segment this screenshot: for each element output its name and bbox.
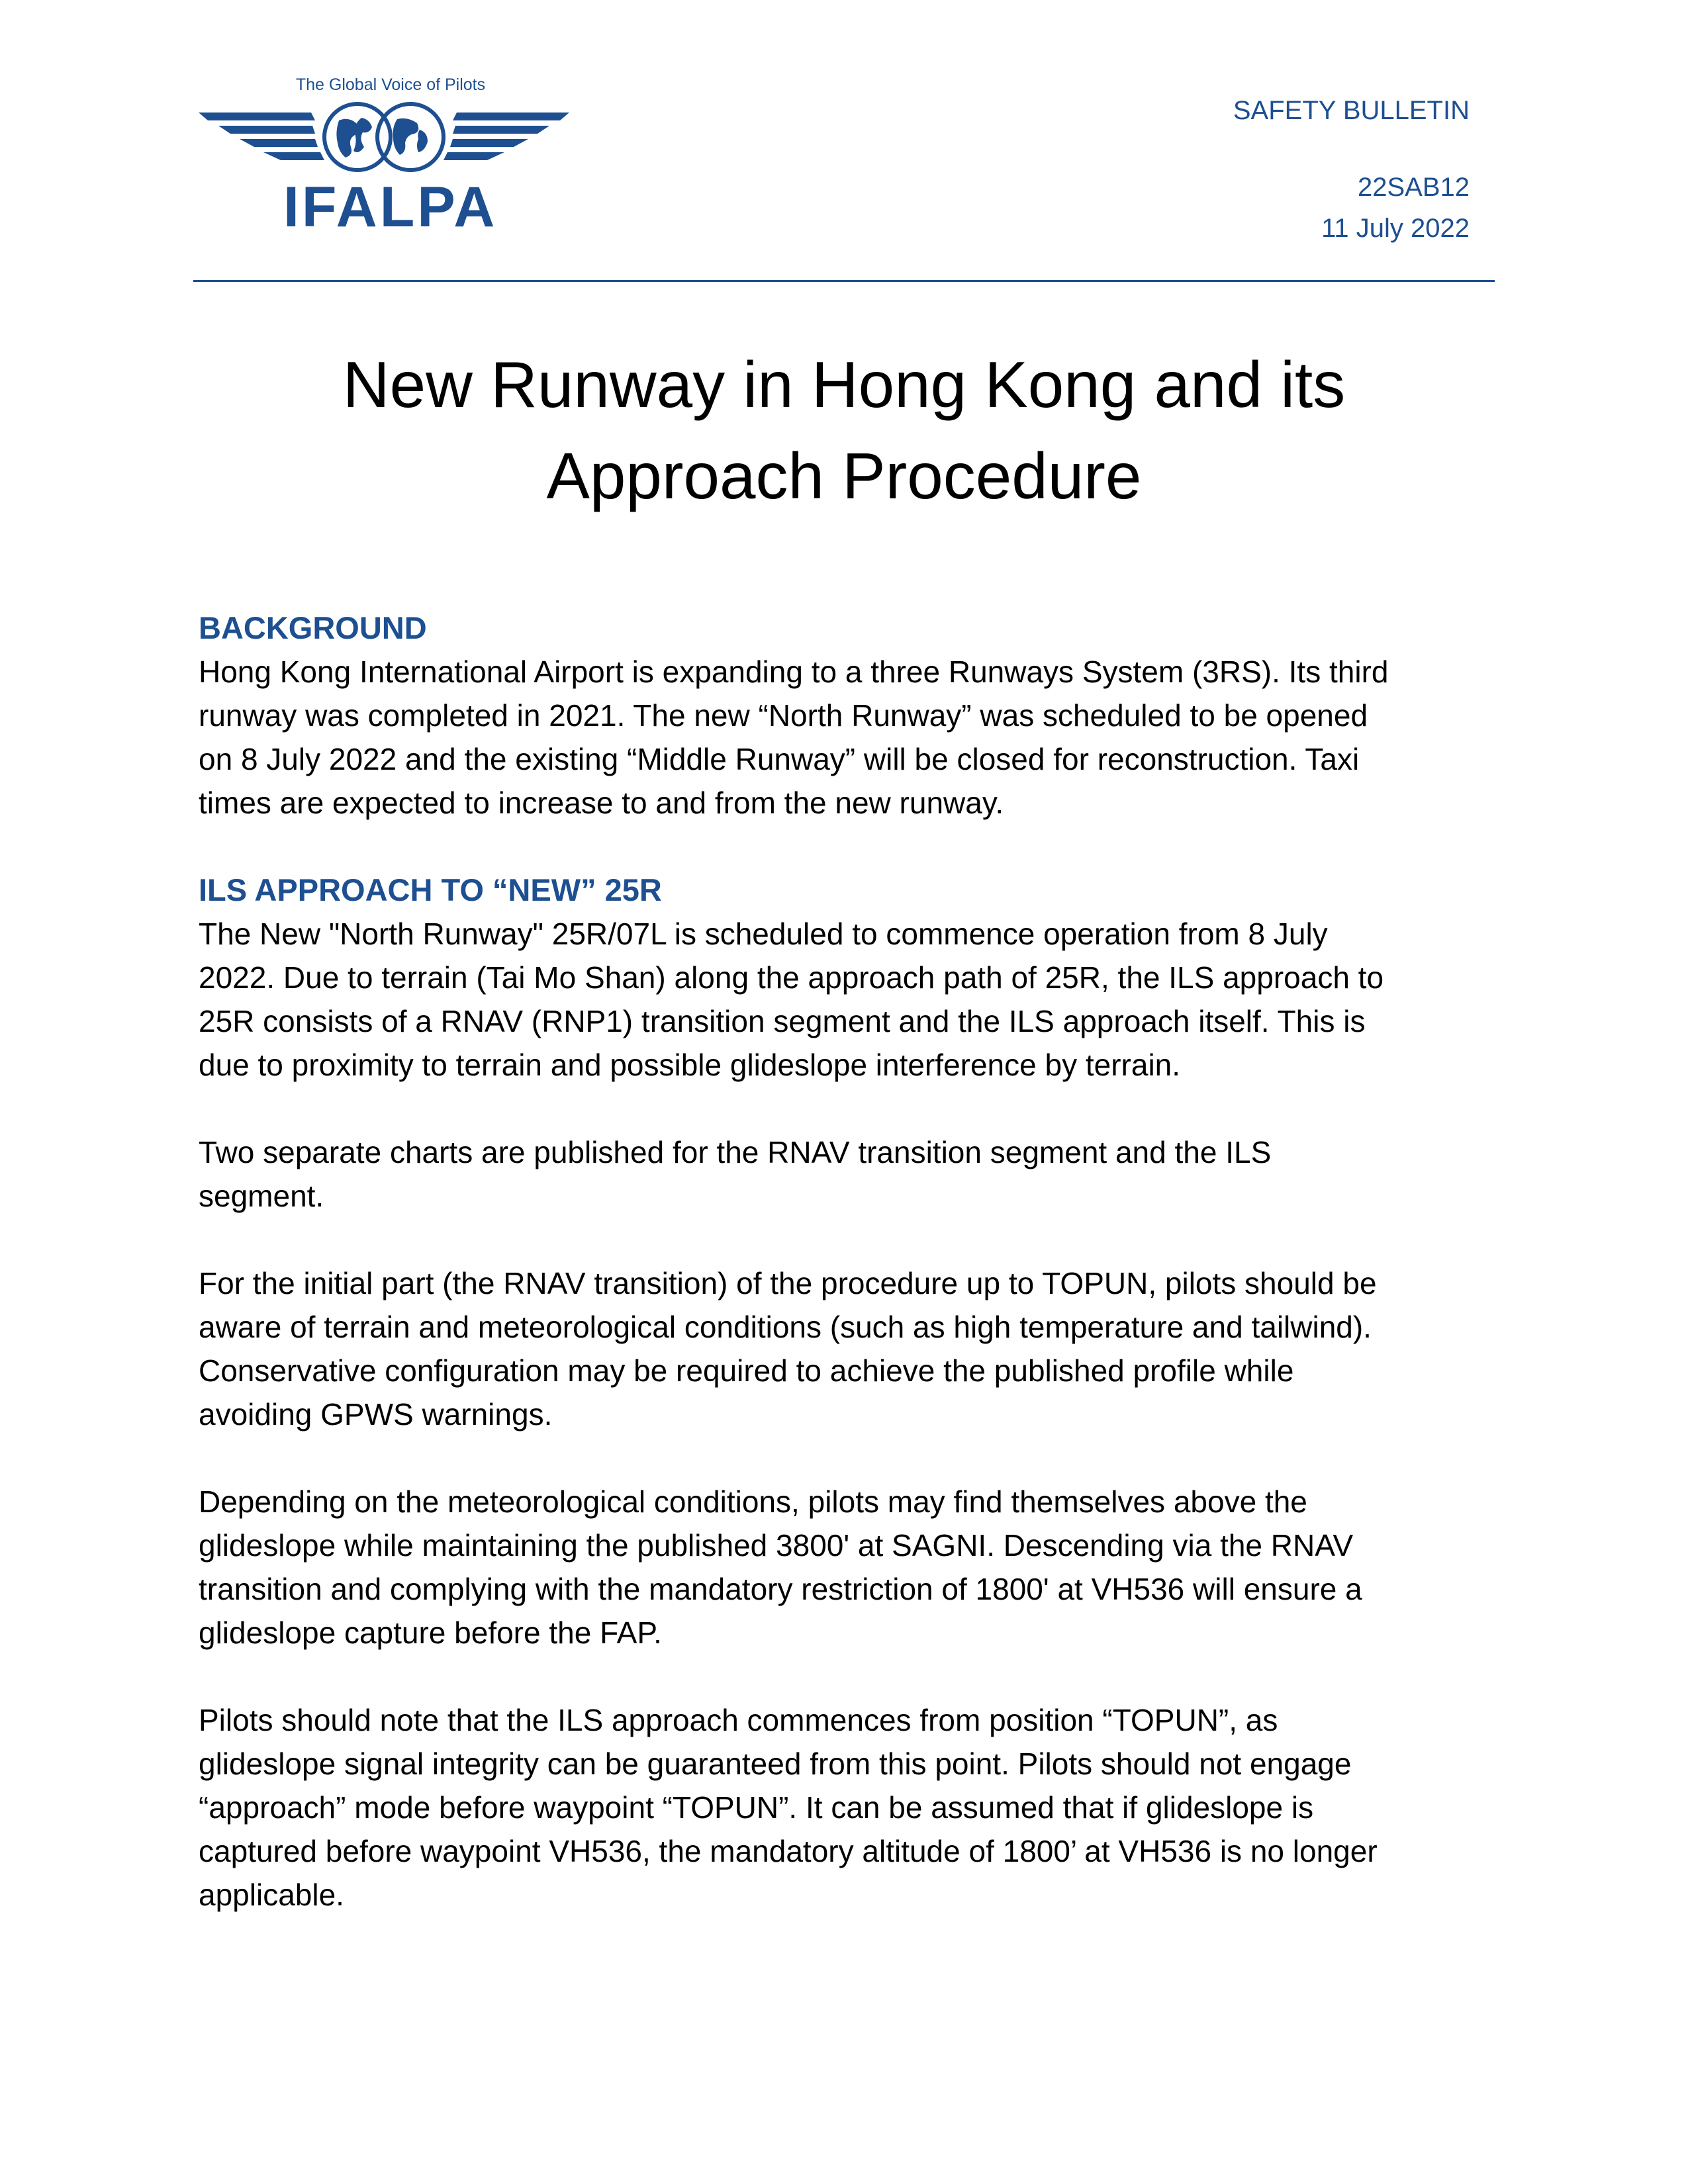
paragraph-ils-1	[199, 912, 1509, 1087]
text-line: times are expected to increase to and from the new runway.	[199, 786, 1004, 820]
text-line: applicable.	[199, 1878, 344, 1912]
spacer	[199, 1218, 1509, 1261]
paragraph-background	[199, 650, 1509, 825]
text-line: Two separate charts are published for the RNAV transition segment and the ILS	[199, 1135, 1272, 1169]
text-line: glideslope signal integrity can be guaranteed from this point. Pilots should not engage	[199, 1747, 1352, 1781]
section-heading-ils: ILS APPROACH TO “NEW” 25R	[199, 872, 662, 907]
text-line: 25R consists of a RNAV (RNP1) transition segment and the ILS approach itself. This is	[199, 1004, 1366, 1038]
ifalpa-logo	[199, 74, 569, 239]
text-line: Hong Kong International Airport is expanding to a three Runways System (3RS). Its third	[199, 655, 1389, 689]
bulletin-date: 11 July 2022	[1321, 214, 1470, 243]
text-line: Conservative configuration may be required to achieve the published profile while	[199, 1353, 1294, 1388]
title-line-1: New Runway in Hong Kong and its	[342, 348, 1346, 421]
spacer	[199, 1087, 1509, 1130]
spacer	[199, 825, 1509, 868]
paragraph-ils-4	[199, 1480, 1509, 1655]
text-line: avoiding GPWS warnings.	[199, 1397, 553, 1432]
title-line-2: Approach Procedure	[546, 439, 1142, 512]
text-line: glideslope capture before the FAP.	[199, 1615, 662, 1650]
text-line: Pilots should note that the ILS approach commences from position “TOPUN”, as	[199, 1703, 1278, 1737]
text-line: Depending on the meteorological conditions, pilots may find themselves above the	[199, 1484, 1307, 1519]
logo-tagline: The Global Voice of Pilots	[295, 75, 486, 94]
text-line: runway was completed in 2021. The new “North Runway” was scheduled to be opened	[199, 698, 1368, 733]
text-line: segment.	[199, 1179, 324, 1213]
text-line: For the initial part (the RNAV transition) of the procedure up to TOPUN, pilots should be	[199, 1266, 1377, 1300]
bulletin-header	[1233, 90, 1470, 249]
spacer	[199, 1655, 1509, 1698]
text-line: The New "North Runway" 25R/07L is scheduled to commence operation from 8 July	[199, 917, 1328, 951]
logo-wordmark: IFALPA	[283, 175, 498, 239]
text-line: “approach” mode before waypoint “TOPUN”. It can be assumed that if glideslope is	[199, 1790, 1314, 1825]
text-line: transition and complying with the mandatory restriction of 1800' at VH536 will ensure a	[199, 1572, 1362, 1606]
paragraph-ils-5	[199, 1698, 1509, 1917]
bulletin-body	[199, 606, 1509, 1917]
page-title	[193, 339, 1495, 522]
text-line: captured before waypoint VH536, the mandatory altitude of 1800’ at VH536 is no longer	[199, 1834, 1378, 1868]
bulletin-code: 22SAB12	[1357, 173, 1470, 202]
paragraph-ils-2	[199, 1130, 1509, 1218]
header-divider	[193, 280, 1495, 282]
section-heading-background: BACKGROUND	[199, 610, 427, 645]
text-line: due to proximity to terrain and possible glideslope interference by terrain.	[199, 1048, 1181, 1082]
text-line: glideslope while maintaining the published 3800' at SAGNI. Descending via the RNAV	[199, 1528, 1354, 1563]
paragraph-ils-3	[199, 1261, 1509, 1436]
winged-globe-icon	[199, 101, 569, 173]
text-line: on 8 July 2022 and the existing “Middle Runway” will be closed for reconstruction. Taxi	[199, 742, 1360, 776]
text-line: aware of terrain and meteorological conditions (such as high temperature and tailwind).	[199, 1310, 1372, 1344]
spacer	[199, 1436, 1509, 1480]
text-line: 2022. Due to terrain (Tai Mo Shan) along the approach path of 25R, the ILS approach to	[199, 960, 1384, 995]
bulletin-label: SAFETY BULLETIN	[1233, 96, 1470, 125]
